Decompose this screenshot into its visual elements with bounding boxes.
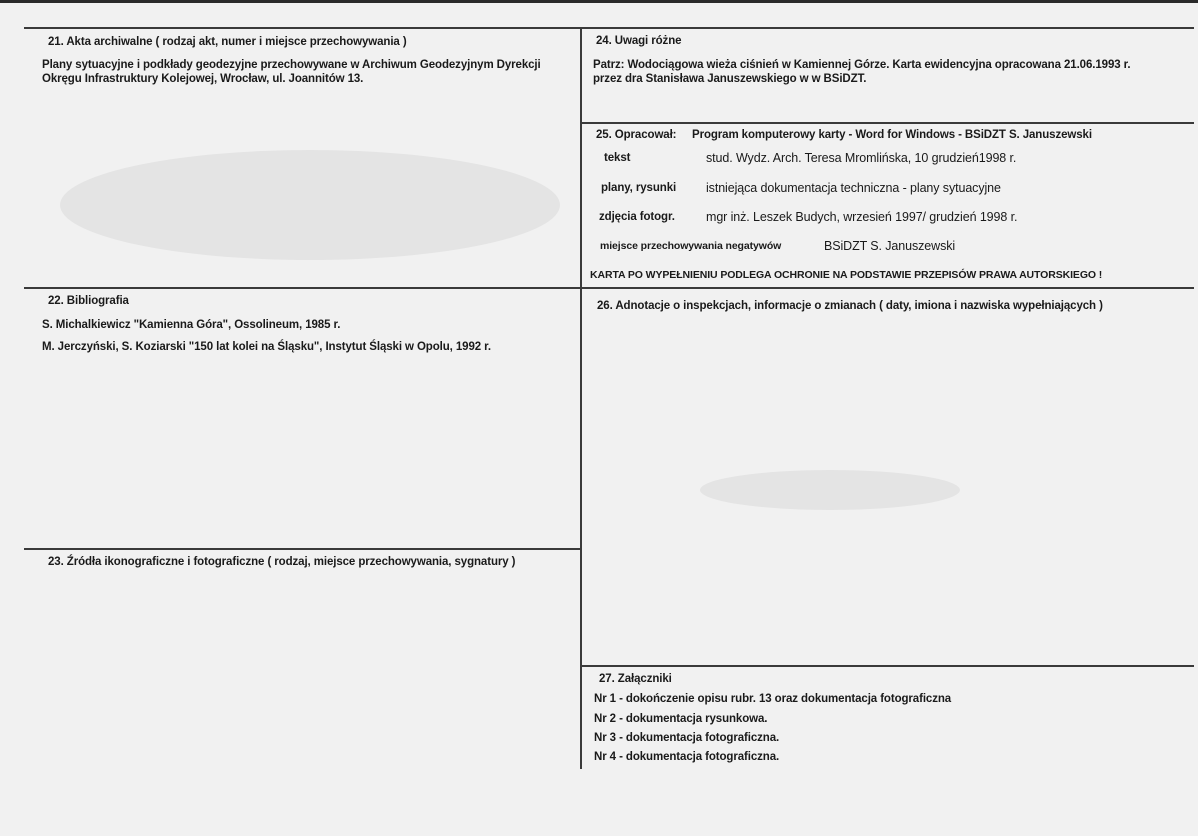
section-23-header: 23. Źródła ikonograficzne i fotograficzne ( rodzaj, miejsce przechowywania, sygnatury ) bbox=[48, 556, 516, 568]
prepared-by-label-plans: plany, rysunki bbox=[601, 182, 677, 194]
section-24-text-line-2: przez dra Stanisława Januszewskiego w w BSiDZT. bbox=[593, 73, 867, 85]
bibliography-item: S. Michalkiewicz "Kamienna Góra", Ossolineum, 1985 r. bbox=[42, 319, 341, 331]
attachment-item: Nr 3 - dokumentacja fotograficzna. bbox=[594, 732, 780, 744]
section-21-text-line-1: Plany sytuacyjne i podkłady geodezyjne przechowywane w Archiwum Geodezyjnym Dyrekcji bbox=[42, 59, 541, 71]
prepared-by-value-photos: mgr inż. Leszek Budych, wrzesień 1997/ grudzień 1998 r. bbox=[706, 210, 1018, 224]
attachment-item: Nr 1 - dokończenie opisu rubr. 13 oraz dokumentacja fotograficzna bbox=[594, 693, 952, 705]
prepared-by-value-negatives: BSiDZT S. Januszewski bbox=[824, 239, 956, 253]
section-25-program: Program komputerowy karty - Word for Windows - BSiDZT S. Januszewski bbox=[692, 129, 1092, 141]
center-divider-line bbox=[580, 27, 582, 769]
section-26-header: 26. Adnotacje o inspekcjach, informacje o zmianach ( daty, imiona i nazwiska wypełniających ) bbox=[597, 300, 1103, 312]
section-27-header: 27. Załączniki bbox=[599, 673, 672, 685]
prepared-by-label-text: tekst bbox=[604, 152, 631, 164]
prepared-by-value-text: stud. Wydz. Arch. Teresa Mromlińska, 10 grudzień1998 r. bbox=[706, 151, 1017, 165]
section-24-header: 24. Uwagi różne bbox=[596, 35, 682, 47]
bleed-through-mark bbox=[700, 470, 960, 510]
prepared-by-value-plans: istniejąca dokumentacja techniczna - plany sytuacyjne bbox=[706, 181, 1001, 195]
attachment-item: Nr 2 - dokumentacja rysunkowa. bbox=[594, 713, 768, 725]
attachment-item: Nr 4 - dokumentacja fotograficzna. bbox=[594, 751, 780, 763]
divider-24-25 bbox=[582, 122, 1194, 124]
divider-22-23 bbox=[24, 548, 582, 550]
section-21-header: 21. Akta archiwalne ( rodzaj akt, numer i miejsce przechowywania ) bbox=[48, 36, 407, 48]
bibliography-item: M. Jerczyński, S. Koziarski "150 lat kolei na Śląsku", Instytut Śląski w Opolu, 1992 r. bbox=[42, 341, 491, 353]
section-24-text-line-1: Patrz: Wodociągowa wieża ciśnień w Kamiennej Górze. Karta ewidencyjna opracowana 21.06.1993 r. bbox=[593, 59, 1131, 71]
prepared-by-label-photos: zdjęcia fotogr. bbox=[599, 211, 675, 223]
top-border-line bbox=[24, 27, 1194, 29]
section-22-header: 22. Bibliografia bbox=[48, 295, 129, 307]
bleed-through-mark bbox=[60, 150, 560, 260]
top-edge bbox=[0, 0, 1198, 3]
section-21-text-line-2: Okręgu Infrastruktury Kolejowej, Wrocław, ul. Joannitów 13. bbox=[42, 73, 364, 85]
section-25-header: 25. Opracował: bbox=[596, 129, 677, 141]
copyright-notice: KARTA PO WYPEŁNIENIU PODLEGA OCHRONIE NA PODSTAWIE PRZEPISÓW PRAWA AUTORSKIEGO ! bbox=[590, 269, 1103, 281]
prepared-by-label-negatives: miejsce przechowywania negatywów bbox=[600, 240, 782, 252]
divider-row-2 bbox=[24, 287, 1194, 289]
divider-26-27 bbox=[582, 665, 1194, 667]
